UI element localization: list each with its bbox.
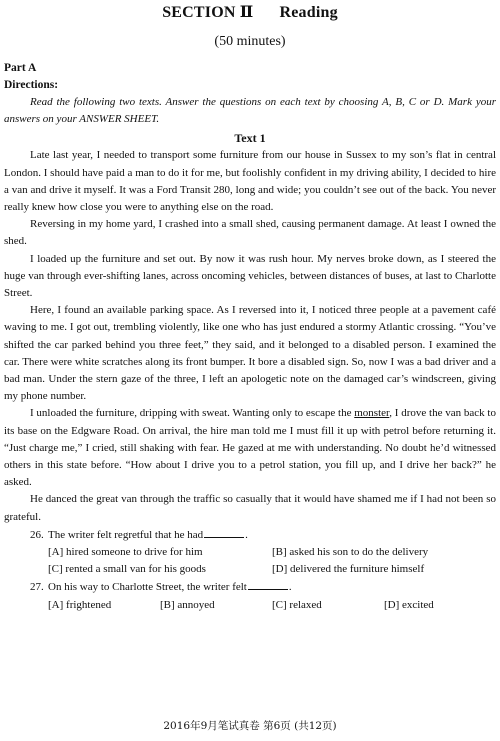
text-title: Text 1 [234,131,266,146]
question-stem: On his way to Charlotte Street, the writer felt [48,581,247,594]
option-a[interactable] [48,544,272,561]
question-stem-end: . [288,581,292,594]
page-footer: 2016年9月笔试真卷 第6页 (共12页) [163,720,337,732]
option-a[interactable] [48,597,160,614]
option-text: relaxed [289,598,322,611]
passage-paragraph-1: Late last year, I needed to transport some furniture from our house in Sussex to my son’s flat in central London. I should have paid a man to do it for me, but foolishly confident in my driving ability, I decided to hire a van and drive it myself. It was a Ford Transit 280, long and wide; you couldn’t see out of the back. You never really knew how close you were to anything else on the road. [4,149,496,214]
passage-paragraph-2: Reversing in my home yard, I crashed into a small shed, causing permanent damage. At least I owned the shed. [4,218,496,248]
option-letter: [C] [48,563,63,576]
question-stem: The writer felt regretful that he had [48,528,204,541]
option-letter: [B] [272,546,287,559]
option-b[interactable] [272,544,496,561]
question-26-options-row-1 [4,544,496,561]
option-text: hired someone to drive for him [66,546,203,559]
answer-blank [204,527,244,538]
option-letter: [A] [48,546,64,559]
option-letter: [D] [272,563,288,576]
section-number: SECTION Ⅱ [162,4,254,21]
directions-label: Directions: [4,79,59,91]
option-letter: [A] [48,598,64,611]
question-27-options [4,597,496,614]
exam-page [4,0,496,614]
option-d[interactable] [272,561,496,578]
option-d[interactable] [384,597,496,614]
question-stem-end: . [245,528,248,541]
question-27 [4,579,496,596]
answer-blank [248,579,288,590]
option-letter: [C] [272,598,287,611]
paragraph-5-text-before: I unloaded the furniture, dripping with sweat. Wanting only to escape the [30,407,355,420]
section-duration: (50 minutes) [214,34,286,49]
underlined-word: monster [354,407,390,420]
option-text: rented a small van for his goods [65,563,206,576]
section-name: Reading [279,4,338,21]
directions-text: Read the following two texts. Answer the questions on each text by choosing A, B, C or D. Mark your answers on your ANSWER SHEET. [4,96,496,126]
section-title [4,2,496,24]
option-text: excited [402,598,434,611]
question-26-options-row-2 [4,561,496,578]
option-b[interactable] [160,597,272,614]
option-text: asked his son to do the delivery [289,546,429,559]
question-number: 27. [30,581,44,594]
passage-paragraph-5 [4,405,496,491]
option-c[interactable] [48,561,272,578]
option-text: frightened [66,598,112,611]
option-text: annoyed [177,598,215,611]
question-number: 26. [30,528,44,541]
passage-paragraph-3: I loaded up the furniture and set out. By now it was rush hour. My nerves broke down, as I steered the huge van through ever-shifting lanes, across oncoming vehicles, between distances of buses, at last to Charlotte Street. [4,252,496,300]
option-c[interactable] [272,597,384,614]
passage-paragraph-4: Here, I found an available parking space. As I reversed into it, I noticed three people at a pavement café waving to me. I got out, trembling violently, like one who has just endured a stormy Atlantic crossing. “You’ve shifted the car parked behind you three feet,” they said, and it belonged to a disabled person. I examined the car. There were white scratches along its front bumper. It bore a disabled sign. So, now I was a bad driver and a bad man. Under the stern gaze of the three, I left an apologetic note on the damaged car’s windscreen, giving my phone number. [4,304,496,403]
option-letter: [D] [384,598,400,611]
option-text: delivered the furniture himself [290,563,425,576]
question-26 [4,527,496,544]
paragraph-5-text-after: , I drove the van back to its base on the Edgware Road. On arrival, the hire man told me I must fill it up with petrol before returning it. “Just charge me,” I cried, still shaking with fear. He gazed at me with understanding. No doubt he’d witnessed others in this state before. “How about I drive you to a petrol station, you fill up, and I drive her back?” he asked. [4,407,496,489]
part-heading: Part A [4,62,37,74]
option-letter: [B] [160,598,175,611]
passage-paragraph-6: He danced the great van through the traffic so casually that it would have shamed me if I had not been so grateful. [4,493,496,523]
